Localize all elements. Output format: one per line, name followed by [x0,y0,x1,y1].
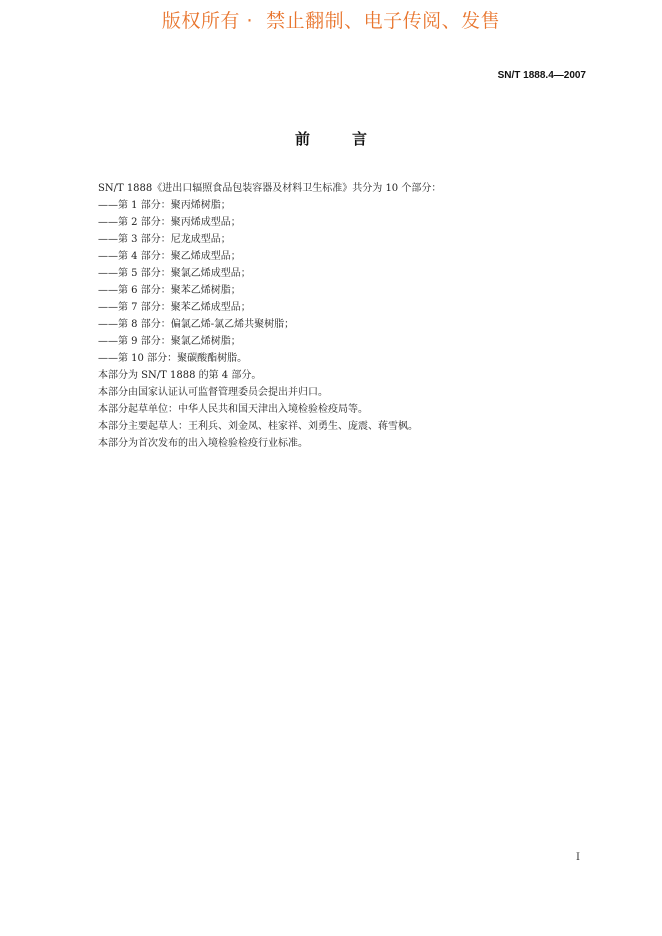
proposer-statement: 本部分由国家认证认可监督管理委员会提出并归口。 [98,387,328,398]
part-list-item: ——第 5 部分：聚氯乙烯成型品； [98,268,251,279]
intro-paragraph: SN/T 1888《进出口辐照食品包装容器及材料卫生标准》共分为 10 个部分： [98,183,442,194]
page-number: I [576,852,580,863]
standard-code: SN/T 1888.4—2007 [497,70,586,81]
first-release-statement: 本部分为首次发布的出入境检验检疫行业标准。 [98,438,308,449]
part-list-item: ——第 1 部分：聚丙烯树脂； [98,200,231,211]
part-list-item: ——第 3 部分：尼龙成型品； [98,234,231,245]
part-list-item: ——第 7 部分：聚苯乙烯成型品； [98,302,251,313]
copyright-watermark: 版权所有 · 禁止翻制、电子传阅、发售 [161,10,501,32]
part-list-item: ——第 8 部分：偏氯乙烯-氯乙烯共聚树脂； [98,319,295,330]
part-statement: 本部分为 SN/T 1888 的第 4 部分。 [98,370,262,381]
part-list-item: ——第 4 部分：聚乙烯成型品； [98,251,241,262]
part-list-item: ——第 10 部分：聚碳酸酯树脂。 [98,353,248,364]
part-list-item: ——第 9 部分：聚氯乙烯树脂； [98,336,241,347]
page-title: 前言 [294,130,409,148]
drafters-statement: 本部分主要起草人：王利兵、刘金凤、桂家祥、刘勇生、庞震、蒋雪枫。 [98,421,418,432]
part-list-item: ——第 6 部分：聚苯乙烯树脂； [98,285,241,296]
part-list-item: ——第 2 部分：聚丙烯成型品； [98,217,241,228]
foreword-body [98,180,578,452]
drafting-unit-statement: 本部分起草单位：中华人民共和国天津出入境检验检疫局等。 [98,404,368,415]
